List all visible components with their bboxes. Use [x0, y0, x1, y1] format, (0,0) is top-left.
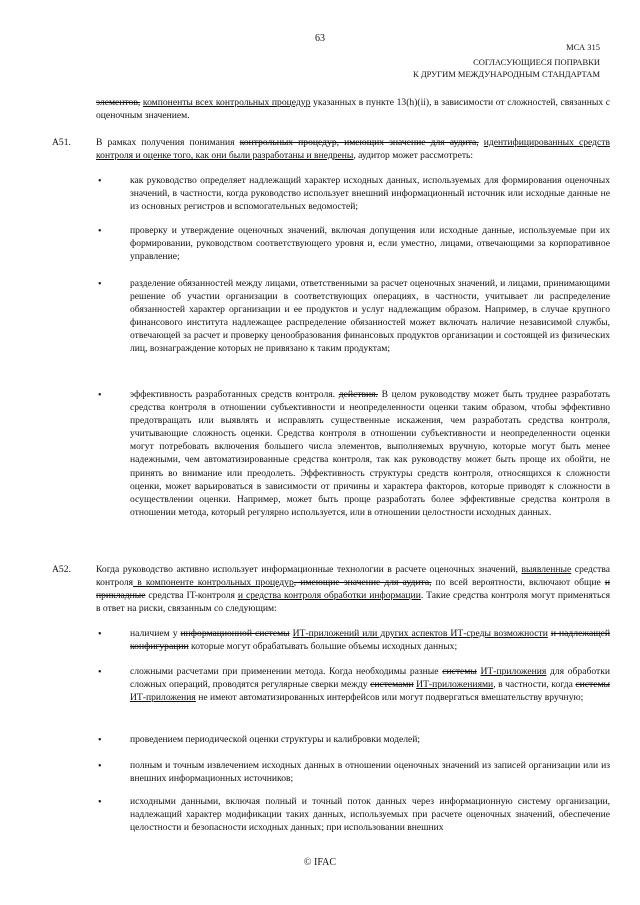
text: сложными расчетами при применении метода. Когда необходимы разные — [130, 666, 443, 677]
list-item — [130, 665, 610, 704]
deleted-text: системы — [575, 679, 610, 691]
list-item: разделение обязанностей между лицами, ответственными за расчет оценочных значений, и лицами, принимающими решение об участии организации в соответствующих операциях, в частности, учитывает ли распределение обязанностей характер организации и ее продуктов и услуг надлежащим образом. Например, в случае крупного финансового института надлежащее распределение обязанностей может включать наличие независимой службы, отвечающей за расчет и проверку ценообразования финансовых продуктов организации и состоящей из физических лиц, вознаграждение которых не привязано к таким продуктам; — [130, 278, 610, 355]
inserted-text: ИТ-приложениями — [416, 679, 494, 691]
bullet-icon: • — [98, 390, 102, 401]
text: по всей вероятности, включают общие — [431, 577, 605, 589]
bullet-icon: • — [98, 226, 102, 237]
bullet-icon: • — [98, 176, 102, 187]
text: . Такие средства контроля могут применяться в ответ на риски, связанным со следующим: — [96, 590, 610, 615]
deleted-text: элементов, — [96, 97, 141, 108]
deleted-text: системами — [370, 679, 414, 691]
inserted-text: выявленные — [521, 564, 572, 575]
inserted-text: и средства контроля обработки информации — [237, 590, 421, 602]
intro-paragraph — [96, 96, 610, 122]
text: средства контроля — [96, 564, 610, 589]
header-line-2: К ДРУГИМ МЕЖДУНАРОДНЫМ СТАНДАРТАМ — [413, 69, 600, 79]
bullet-icon: • — [98, 667, 102, 678]
header-line-1: СОГЛАСУЮЩИЕСЯ ПОПРАВКИ — [473, 57, 600, 67]
text: не имеют автоматизированных интерфейсов или могут подвергаться вмешательству вручную; — [195, 692, 584, 704]
paragraph-number: A52. — [52, 564, 71, 575]
text: , аудитор может рассмотреть: — [353, 150, 474, 162]
list-item: исходными данными, включая полный и точный поток данных через информационную систему организации, надлежащий характер модификации таких данных, используемых при расчете оценочных значений, обеспечение целостности и безопасности исходных данных; при использовании внешних — [130, 796, 610, 834]
bullet-icon: • — [98, 629, 102, 640]
deleted-text: действия. — [338, 389, 378, 400]
list-item — [130, 627, 610, 653]
deleted-text: , имеющие значение для аудита, — [293, 577, 432, 589]
text: В рамках получения понимания — [96, 137, 240, 148]
bullet-icon: • — [98, 735, 102, 746]
footer-copyright: © IFAC — [303, 857, 337, 868]
deleted-text: контрольных процедур, имеющих значение для аудита, — [239, 137, 479, 148]
deleted-text: и прикладные — [96, 577, 610, 602]
list-item: как руководство определяет надлежащий характер исходных данных, используемых для формирования оценочных значений, в частности, когда руководство использует внешний информационный источник или исходные данные не из основных регистров и вспомогательных ведомостей; — [130, 175, 610, 213]
deleted-text: системы — [442, 666, 477, 677]
a51-paragraph — [96, 136, 610, 162]
inserted-text: ИТ-приложения — [130, 692, 196, 704]
text: средства IT-контроля — [145, 590, 238, 602]
inserted-text: ИТ-приложения — [480, 666, 547, 677]
deleted-text: информационной системы — [180, 628, 290, 639]
a52-paragraph — [96, 563, 610, 615]
list-item: полным и точным извлечением исходных данных в отношении оценочных значений из записей организации или из внешних информационных источников; — [130, 760, 610, 785]
text: указанных в пункте 13(h)(ii), в зависимости от сложностей, связанных с оценочным значением. — [96, 97, 611, 122]
bullet-icon: • — [98, 279, 102, 290]
text: наличием у — [130, 628, 181, 639]
standard-code: МСА 315 — [566, 42, 600, 52]
inserted-text: идентифицированных средств контроля и оценке того, как они были разработаны и внедрены — [96, 137, 610, 162]
inserted-text: в компоненте контрольных процедур — [133, 577, 294, 589]
list-item: проведением периодической оценки структуры и калибровки моделей; — [130, 734, 421, 745]
deleted-text: и надлежащей конфигурации — [130, 628, 611, 653]
bullet-icon: • — [98, 761, 102, 772]
text: , в частности, когда — [493, 679, 576, 691]
page-number: 63 — [315, 33, 325, 44]
list-item: проверку и утверждение оценочных значений, включая допущения или исходные данные, используемые при их формировании, руководством соответствующего уровня и, если уместно, лицами, отвечающими за корпоративное управление; — [130, 225, 610, 263]
paragraph-number: A51. — [52, 137, 71, 148]
text: Когда руководство активно использует информационные технологии в расчете оценочных значений, — [96, 564, 522, 575]
text: для обработки сложных операций, проводятся регулярные сверки между — [130, 666, 611, 691]
inserted-text: ИТ-приложений или других аспектов ИТ-среды возможности — [292, 628, 548, 639]
text: эффективность разработанных средств контроля. — [130, 389, 339, 400]
bullet-icon: • — [98, 797, 102, 808]
list-item — [130, 388, 610, 519]
inserted-text: компоненты всех контрольных процедур — [142, 97, 311, 108]
running-header — [413, 56, 600, 80]
text: которые могут обрабатывать большие объемы исходных данных; — [188, 641, 458, 653]
text: В целом руководству может быть труднее разработать средства контроля в отношении субъективности и неопределенности оценки таким образом, чтобы эффективно предотвращать или выявлять и исправлять существенные искажения, чем разработать средства контроля, учитывающие сложность оценки. Средства контроля в отношении субъективности и неопределенности оценки могут потребовать включения большего числа элементов, выполняемых вручную, которые могут быть менее надежными, чем автоматизированные средства контроля, так как руководству может быть проще их обойти, не принять во внимание или преодолеть. Эффективность структуры средств контроля, относящихся к сложности оценки, может варьироваться в зависимости от причины и характера факторов, которые приводят к сложности в осуществлении оценки. Например, может быть проще разработать более эффективные средства контроля в отношении метода, который регулярно используется, или в отношении целостности исходных данных. — [130, 389, 610, 518]
